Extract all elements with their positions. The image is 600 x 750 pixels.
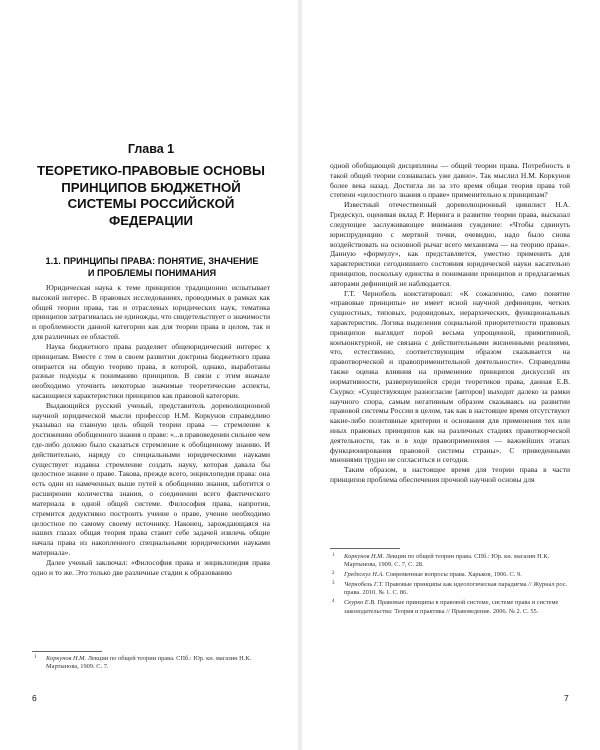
paragraph: Далее ученый заключал: «Философия права и энциклопедия права одно и то же. Это только две различные стадии к образованию [32,557,270,577]
paragraph: Наука бюджетного права разделяет общеюридический интерес к принципам. Вместе с тем в своем развитии доктрина бюджетного права опирается на общую теорию права, в которой, однако, выработаны разные подходы к пониманию принципов. В связи с этим вначале необходимо уточнить некоторые значимые теоретические аспекты, касающиеся характеристики принципов как правовой категории. [32,341,270,400]
paragraph: Юридическая наука к теме принципов традиционно испытывает высокий интерес. В правовых исследованиях, проводимых в рамках как общей теории права, так и отраслевых юридических наук, тематика принципов затрагивалась не единожды, что свидетельствует о значимости и проблемности данной категории как для теории права в целом, так и для различных ее областей. [32,283,270,342]
footnote-author: Коркунов Н.М. [46,655,87,662]
footnote-number: 2 [332,571,335,577]
footnote-author: Гредескул Н.А. [344,571,384,579]
page-number: 7 [564,693,569,703]
footnote [330,571,570,579]
footnote [330,553,570,569]
page-number: 6 [32,693,37,703]
left-footnotes [32,655,270,673]
chapter-title: ТЕОРЕТИКО-ПРАВОВЫЕ ОСНОВЫ ПРИНЦИПОВ БЮДЖЕТНОЙ СИСТЕМЫ РОССИЙСКОЙ ФЕДЕРАЦИИ [37,163,265,228]
left-body-text [32,283,270,577]
footnote-author: Чернобель Г.Т. [344,581,384,589]
right-footnotes [330,553,570,618]
paragraph: одной обобщающей дисциплины — общей теории права. Потребность в такой общей теории сознавалась уже давно». Так мыслил Н.М. Коркунов более века назад. Достигла ли за это время общая теория права той степени «целостного знания о праве» применительно к принципам? [330,161,570,200]
section-title: 1.1. ПРИНЦИПЫ ПРАВА: ПОНЯТИЕ, ЗНАЧЕНИЕ И ПРОБЛЕМЫ ПОНИМАНИЯ [45,256,259,278]
footnote-number: 1 [332,553,335,558]
footnote-author: Коркунов Н.М. [344,553,385,560]
paragraph: Известный отечественный дореволюционный цивилист Н.А. Гредескул, оценивая вклад Р. Иеринга в развитие теории права, высказал следующее заслуживающее внимания суждение: «Чтобы сдвинуть юриспруденцию с мертвой точки, очевидно, надо было снова воздействовать на основной рычаг всего механизма — на теорию права». Данную «формулу», как представляется, уместно применить для характеристики сегодняшнего состояния юридической науки касательно принципов, поскольку единства в понимании принципов и предлагаемых авторами дефиниций не наблюдается. [330,200,570,288]
footnote-rule [330,548,400,549]
footnote-text: Правовые принципы как идеологическая парадигма // Журнал рос. права. 2010. № 1. С. 86. [344,581,568,597]
chapter-heading [36,142,266,229]
footnote-rule [32,651,102,652]
footnote-text: Лекции по общей теории права. СПб.: Юр. кн. магазин Н.К. Мартынова, 1909. С. 7, С. 28. [344,553,550,569]
chapter-label: Глава 1 [127,142,175,156]
footnote [330,599,570,615]
footnote-text: Правовые принципы в правовой системе, системе права и системе законодательства: Теория и практика // Правоведение. 2006. № 2. С. 55. [344,599,559,615]
footnote-number: 1 [34,655,37,660]
footnote-number: 3 [332,581,335,587]
paragraph: Г.Т. Чернобель констатировал: «К сожалению, само понятие «правовые принципы» не имеет ясной научной дефиниции, четких сущностных, типовых, родовидовых, иерархических, функциональных характеристик. Логика выделения социальной приоритетности правовых принципов выглядит порой весьма упрощенной, примитивной, конъюнктурной, не связана с действительными жизненными реалиями, что, естественно, соответствующим образом сказывается на правотворческой и правоприменительной деятельности». Справедлива также оценка влияния на применение принципов дискуссий их нормативности, развернувшейся среди теоретиков права, данная Е.В. Скурко: «Существующее разногласие [авторов] выходит далеко за рамки научного спора, самым негативным образом сказываясь на развитии правовой системы России в целом, так как в настоящее время отсутствуют какие-либо позитивные критерии и основания для применения тех или иных правовых принципов как на различных стадиях правотворческой деятельности, так и в ходе правоприменения — важнейших этапах функционирования правовой системы страны». С приведенными мнениями трудно не согласиться и сегодня. [330,288,570,465]
footnote-text: Лекции по общей теории права. СПб.: Юр. кн. магазин Н.К. Мартынова, 1909. С. 7. [46,655,252,671]
paragraph: Таким образом, в настоящее время для теории права в части принципов проблема обеспечения прочной научной основы для [330,465,570,484]
footnote [32,655,270,671]
right-body-text [330,161,570,485]
paragraph: Выдающийся русский ученый, представитель дореволюционной научной юридической мысли профессор Н.М. Коркунов справедливо указывал на главную цель общей теории права — стремление к достижению обобщенного знания о праве: «...в правоведении сильнее чем где-либо должно было сказаться стремление к обобщенному знанию. И действительно, наряду со специальными юридическими науками существует издавна стремление создать науку, которая давала бы целостное знание о праве. Такова, прежде всего, энциклопедия права: она есть один из намеченных выше путей к обобщению знания, заботится о расширении количества знания, о соединении всего фактического материала в одной общей системе. Философия права, напротив, стремится дедуктивно построить учение о праве, учение необходимо целостное по самому своему источнику. Наконец, зарождающаяся на наших глазах общая теория права ставит себе задачей извлечь общие начала права из накопленного специальными юридическими науками материала». [32,400,270,557]
footnote [330,581,570,597]
footnote-number: 4 [332,599,335,605]
footnote-author: Скурко Е.В. [344,599,376,607]
footnote-text: Современные вопросы права. Харьков, 1906. С. 9. [385,571,522,579]
